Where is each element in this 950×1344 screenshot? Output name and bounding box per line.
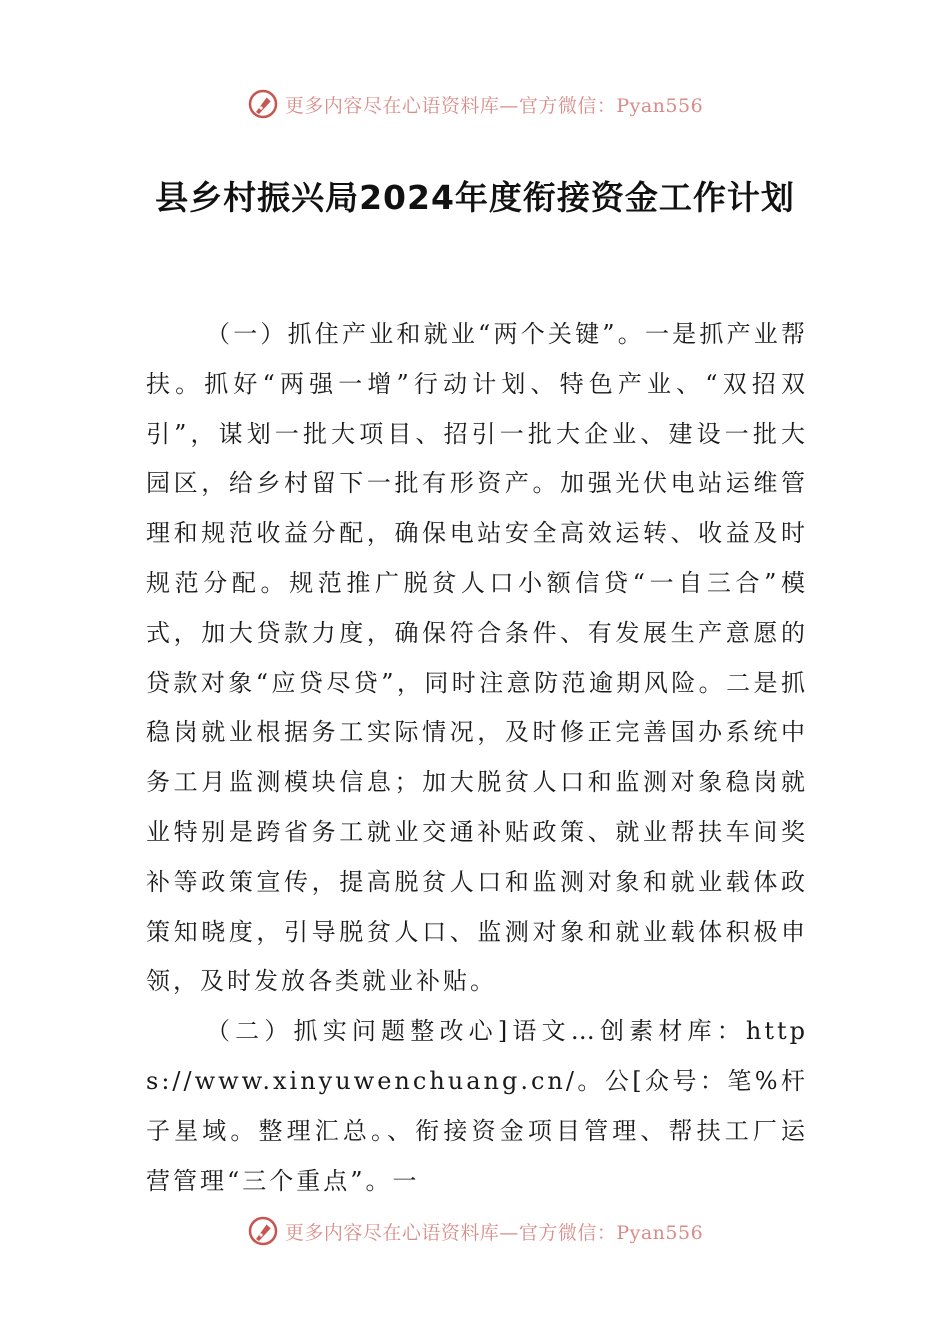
paragraph: （二）抓实问题整改心]语文…创素材库：https://www.xinyuwenchuang.cn/。公[众号：笔%杆子星域。整理汇总。、衔接资金项目管理、帮扶工厂运营管理“三个重点”。一 <box>146 1017 808 1195</box>
watermark-footer <box>0 1211 950 1251</box>
document-title: 县乡村振兴局2024年度衔接资金工作计划 <box>155 178 795 217</box>
pen-nib-circle-icon <box>247 1215 279 1247</box>
watermark-text: 更多内容尽在心语资料库—官方微信：Pyan556 <box>284 1221 704 1244</box>
paragraph: （一）抓住产业和就业“两个关键”。一是抓产业帮扶。抓好“两强一增”行动计划、特色产业、“双招双引”，谋划一批大项目、招引一批大企业、建设一批大园区，给乡村留下一批有形资产。加强光伏电站运维管理和规范收益分配，确保电站安全高效运转、收益及时规范分配。规范推广脱贫人口小额信贷“一自三合”模式，加大贷款力度，确保符合条件、有发展生产意愿的贷款对象“应贷尽贷”，同时注意防范逾期风险。二是抓稳岗就业根据务工实际情况，及时修正完善国办系统中务工月监测模块信息；加大脱贫人口和监测对象稳岗就业特别是跨省务工就业交通补贴政策、就业帮扶车间奖补等政策宣传，提高脱贫人口和监测对象和就业载体政策知晓度，引导脱贫人口、监测对象和就业载体积极申领，及时发放各类就业补贴。 <box>146 320 808 996</box>
watermark-text: 更多内容尽在心语资料库—官方微信：Pyan556 <box>284 94 704 117</box>
document-body <box>146 310 808 1206</box>
pen-nib-circle-icon <box>247 88 279 120</box>
watermark-header <box>0 84 950 124</box>
